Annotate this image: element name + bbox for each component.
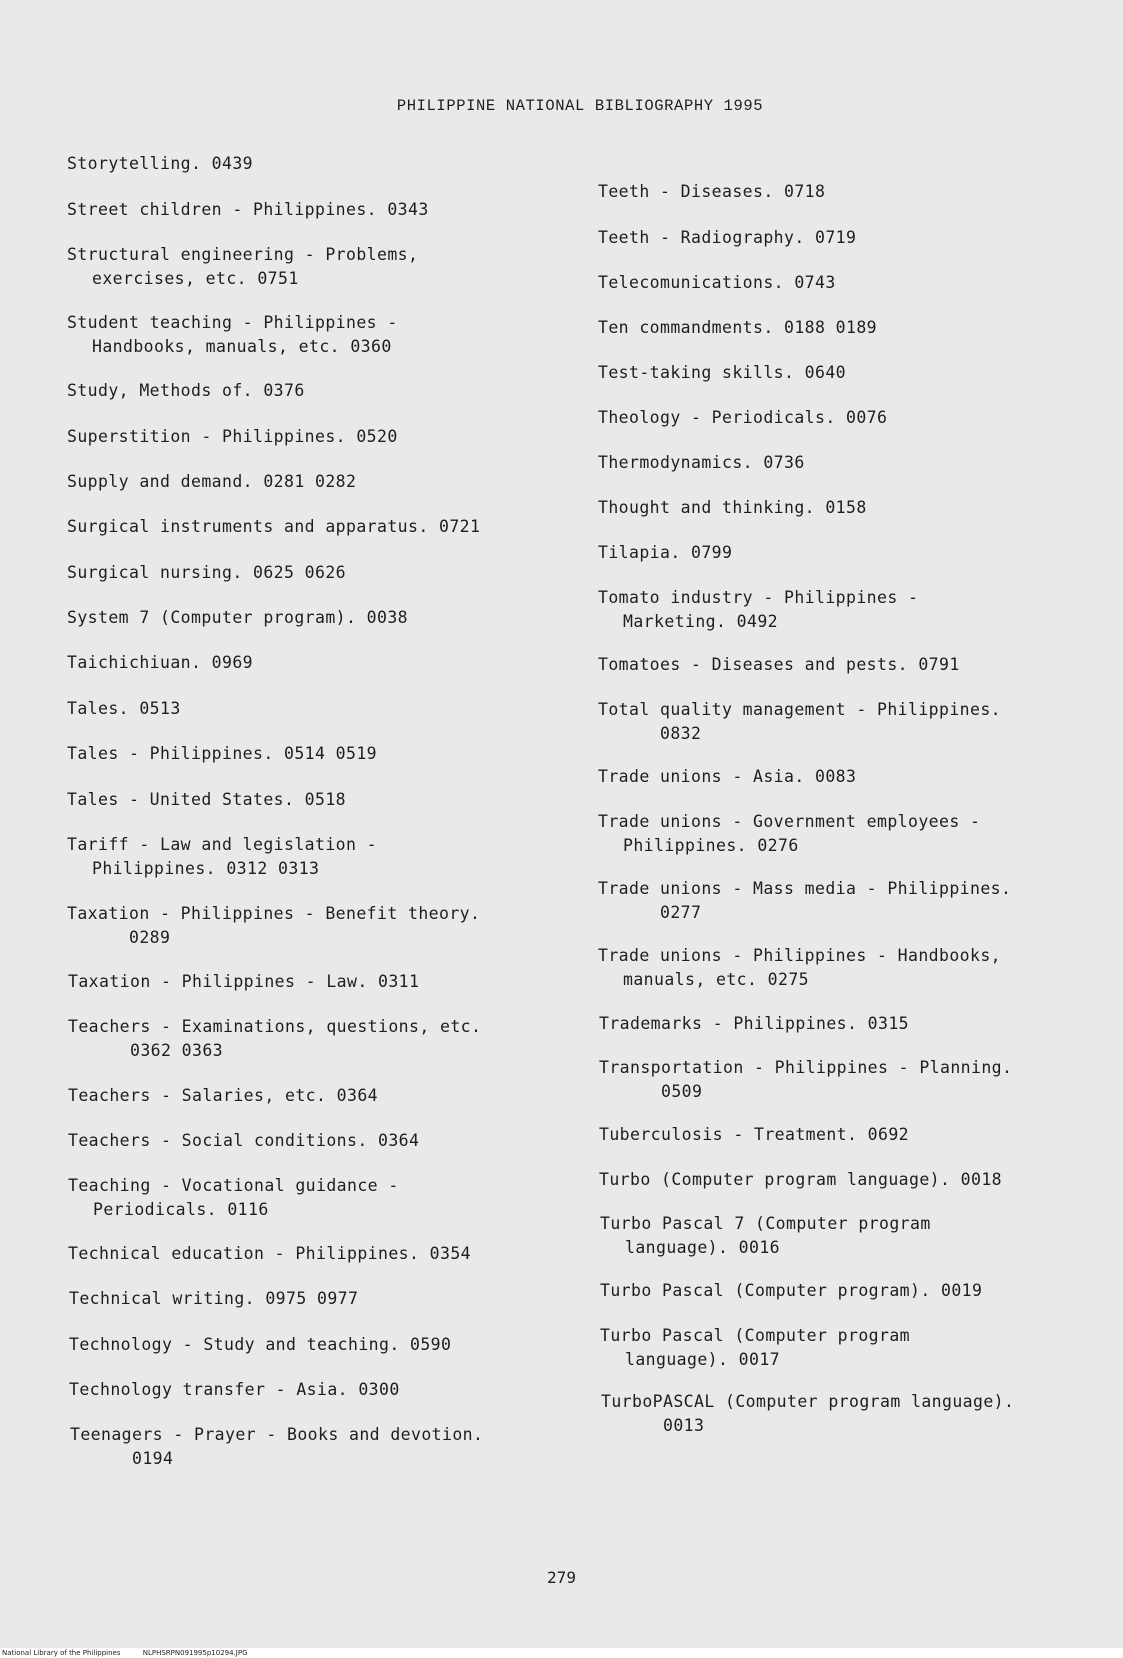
entry-heading: Study, Methods of. 0376 [67, 381, 305, 400]
entry-heading: Teeth - Diseases. 0718 [598, 182, 826, 201]
index-entry [598, 765, 856, 789]
entry-heading: Thermodynamics. 0736 [598, 453, 805, 472]
entry-heading: Storytelling. 0439 [67, 154, 254, 173]
index-entry [67, 515, 480, 539]
index-entry [67, 651, 253, 675]
entry-heading: Trade unions - Mass media - Philippines. [598, 879, 1012, 898]
entry-heading: Student teaching - Philippines - [67, 313, 398, 332]
entry-heading: Ten commandments. 0188 0189 [598, 318, 878, 337]
index-entry [598, 541, 732, 565]
scan-footer [0, 1648, 1123, 1658]
entry-heading: Tales - United States. 0518 [67, 790, 347, 809]
index-entry [67, 243, 418, 291]
entry-heading: Turbo Pascal 7 (Computer program [600, 1214, 931, 1233]
index-entry [598, 586, 918, 634]
index-entry [598, 810, 980, 858]
entry-heading: Taxation - Philippines - Law. 0311 [68, 972, 420, 991]
entry-heading: Trademarks - Philippines. 0315 [599, 1014, 910, 1033]
index-entry [68, 1242, 471, 1266]
entry-heading: Thought and thinking. 0158 [598, 498, 867, 517]
entry-heading: Trade unions - Government employees - [598, 812, 981, 831]
entry-heading: Technical writing. 0975 0977 [69, 1289, 359, 1308]
entry-continuation: manuals, etc. 0275 [623, 970, 810, 989]
index-entry [601, 1390, 1014, 1438]
entry-heading: Tomato industry - Philippines - [598, 588, 919, 607]
entry-heading: Teaching - Vocational guidance - [68, 1176, 399, 1195]
index-entry [69, 1333, 451, 1357]
entry-heading: Theology - Periodicals. 0076 [598, 408, 888, 427]
index-entry [67, 606, 408, 630]
page-number: 279 [547, 1568, 576, 1587]
entry-heading: Total quality management - Philippines. [598, 700, 1002, 719]
entry-continuation: 0289 [129, 928, 171, 947]
page-title: PHILIPPINE NATIONAL BIBLIOGRAPHY 1995 [396, 97, 764, 115]
index-entry [69, 1378, 400, 1402]
index-entry [67, 561, 346, 585]
entry-heading: Telecomunications. 0743 [598, 273, 836, 292]
index-entry [68, 1015, 481, 1063]
entry-heading: Turbo Pascal (Computer program). 0019 [600, 1281, 983, 1300]
entry-heading: System 7 (Computer program). 0038 [67, 608, 409, 627]
index-entry [68, 1129, 419, 1153]
entry-heading: TurboPASCAL (Computer program language). [601, 1392, 1015, 1411]
index-entry [599, 1123, 909, 1147]
entry-continuation: Marketing. 0492 [623, 612, 779, 631]
entry-continuation: language). 0016 [625, 1238, 781, 1257]
index-entry [598, 944, 1001, 992]
index-entry [600, 1212, 931, 1260]
entry-heading: Teachers - Examinations, questions, etc. [68, 1017, 482, 1036]
entry-heading: Tales. 0513 [67, 699, 181, 718]
index-entry [599, 1168, 1002, 1192]
entry-heading: Tales - Philippines. 0514 0519 [67, 744, 378, 763]
index-entry [598, 361, 846, 385]
index-entry [598, 698, 1001, 746]
index-entry [67, 379, 305, 403]
index-entry [600, 1324, 910, 1372]
entry-heading: Technical education - Philippines. 0354 [68, 1244, 472, 1263]
footer-institution: National Library of the Philippines [2, 1649, 121, 1657]
entry-heading: Turbo (Computer program language). 0018 [599, 1170, 1003, 1189]
entry-continuation: 0013 [663, 1416, 705, 1435]
index-entry [67, 788, 346, 812]
index-entry [69, 1287, 358, 1311]
index-entry [67, 697, 181, 721]
entry-continuation: 0277 [660, 903, 702, 922]
index-entry [599, 1012, 909, 1036]
index-entry [598, 271, 836, 295]
index-entry [67, 902, 480, 950]
entry-continuation: 0194 [132, 1449, 174, 1468]
index-entry [68, 1174, 399, 1222]
index-entry [67, 198, 429, 222]
entry-heading: Teeth - Radiography. 0719 [598, 228, 857, 247]
entry-continuation: 0362 0363 [130, 1041, 224, 1060]
index-entry [598, 451, 805, 475]
entry-heading: Teachers - Social conditions. 0364 [68, 1131, 420, 1150]
entry-heading: Surgical nursing. 0625 0626 [67, 563, 347, 582]
index-entry [598, 226, 856, 250]
entry-continuation: exercises, etc. 0751 [92, 269, 299, 288]
footer-filename: NLPHSRPN091995p10294.JPG [142, 1649, 248, 1657]
entry-heading: Surgical instruments and apparatus. 0721 [67, 517, 481, 536]
index-entry [598, 653, 960, 677]
entry-heading: Teenagers - Prayer - Books and devotion. [70, 1425, 484, 1444]
entry-continuation: 0832 [660, 724, 702, 743]
index-entry [68, 1084, 378, 1108]
entry-continuation: Handbooks, manuals, etc. 0360 [92, 337, 392, 356]
index-entry [67, 311, 398, 359]
entry-heading: Tomatoes - Diseases and pests. 0791 [598, 655, 960, 674]
entry-heading: Tariff - Law and legislation - [67, 835, 378, 854]
index-entry [67, 833, 377, 881]
entry-heading: Tilapia. 0799 [598, 543, 733, 562]
entry-heading: Trade unions - Asia. 0083 [598, 767, 857, 786]
entry-heading: Trade unions - Philippines - Handbooks, [598, 946, 1002, 965]
index-entry [67, 425, 398, 449]
index-entry [598, 877, 1011, 925]
index-entry [70, 1423, 483, 1471]
index-entry [598, 316, 877, 340]
entry-heading: Taichichiuan. 0969 [67, 653, 254, 672]
index-entry [67, 742, 377, 766]
entry-heading: Transportation - Philippines - Planning. [599, 1058, 1013, 1077]
entry-heading: Turbo Pascal (Computer program [600, 1326, 911, 1345]
entry-heading: Technology transfer - Asia. 0300 [69, 1380, 400, 1399]
entry-heading: Street children - Philippines. 0343 [67, 200, 429, 219]
entry-heading: Superstition - Philippines. 0520 [67, 427, 398, 446]
entry-continuation: Philippines. 0276 [623, 836, 799, 855]
entry-continuation: Philippines. 0312 0313 [92, 859, 320, 878]
index-entry [68, 970, 419, 994]
index-entry [598, 496, 867, 520]
index-entry [67, 152, 253, 176]
entry-continuation: 0509 [661, 1082, 703, 1101]
index-entry [600, 1279, 982, 1303]
entry-continuation: Periodicals. 0116 [93, 1200, 269, 1219]
entry-heading: Taxation - Philippines - Benefit theory. [67, 904, 481, 923]
entry-heading: Teachers - Salaries, etc. 0364 [68, 1086, 379, 1105]
index-entry [598, 180, 825, 204]
index-entry [598, 406, 887, 430]
entry-heading: Supply and demand. 0281 0282 [67, 472, 357, 491]
entry-heading: Test-taking skills. 0640 [598, 363, 847, 382]
entry-heading: Tuberculosis - Treatment. 0692 [599, 1125, 910, 1144]
index-entry [67, 470, 356, 494]
index-entry [599, 1056, 1012, 1104]
entry-heading: Technology - Study and teaching. 0590 [69, 1335, 452, 1354]
entry-continuation: language). 0017 [625, 1350, 781, 1369]
entry-heading: Structural engineering - Problems, [67, 245, 419, 264]
